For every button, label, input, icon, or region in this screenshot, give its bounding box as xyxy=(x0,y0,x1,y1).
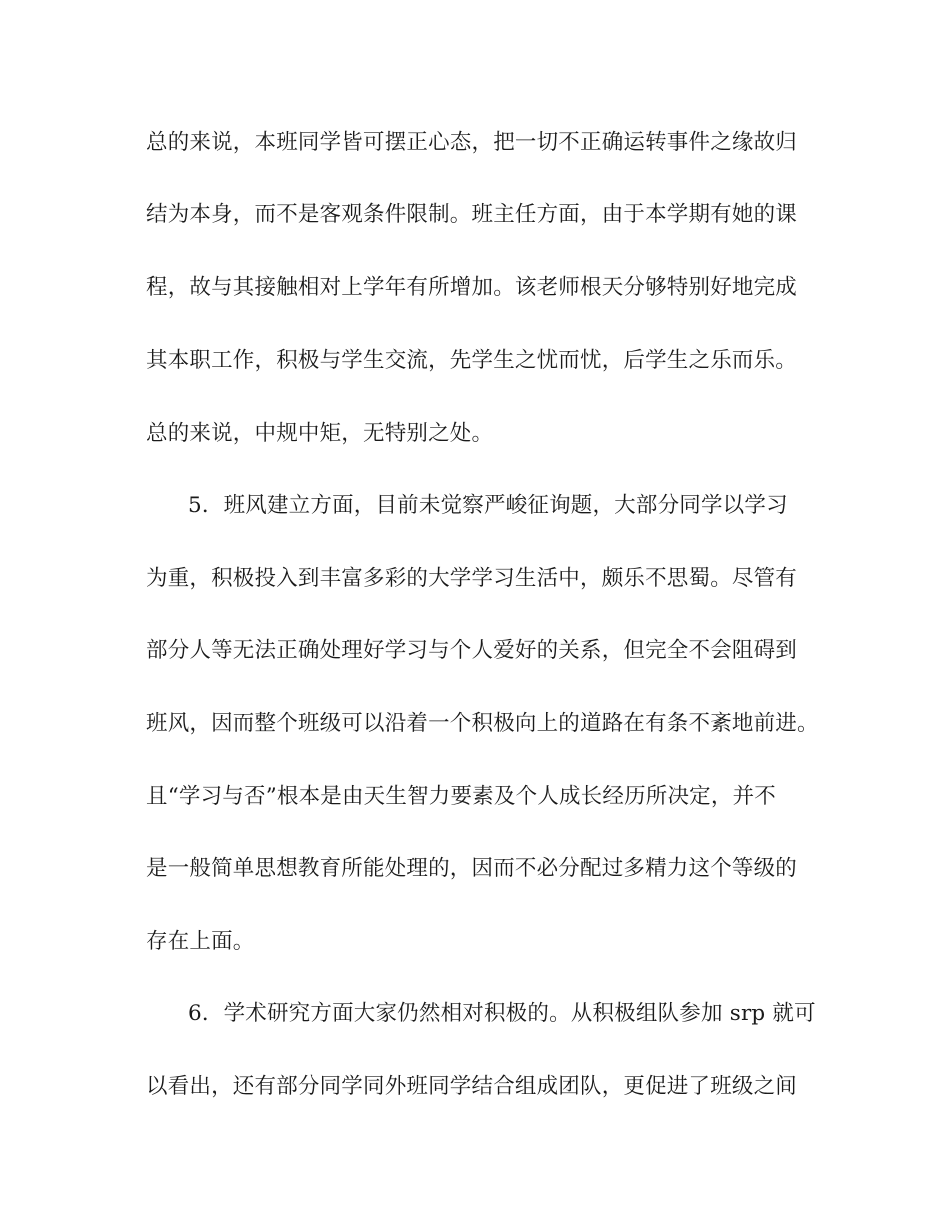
paragraph-line: 存在上面。 xyxy=(146,929,255,954)
paragraph-line: 以看出，还有部分同学同外班同学结合组成团队，更促进了班级之间 xyxy=(146,1074,798,1099)
paragraph-line: 结为本身，而不是客观条件限制。班主任方面，由于本学期有她的课 xyxy=(146,202,798,227)
paragraph-line: 程，故与其接触相对上学年有所增加。该老师根天分够特别好地完成 xyxy=(146,275,798,300)
paragraph-line: 总的来说，本班同学皆可摆正心态，把一切不正确运转事件之缘故归 xyxy=(146,130,798,155)
paragraph-line: 其本职工作，积极与学生交流，先学生之忧而忧，后学生之乐而乐。 xyxy=(146,348,798,373)
paragraph-line-item-5: 5．班风建立方面，目前未觉察严峻征询题，大部分同学以学习 xyxy=(188,493,788,518)
paragraph-line: 为重，积极投入到丰富多彩的大学学习生活中，颇乐不思蜀。尽管有 xyxy=(146,566,798,591)
paragraph-line: 是一般简单思想教育所能处理的，因而不必分配过多精力这个等级的 xyxy=(146,856,798,881)
paragraph-line: 班风，因而整个班级可以沿着一个积极向上的道路在有条不紊地前进。 xyxy=(146,711,819,736)
paragraph-line-item-6: 6．学术研究方面大家仍然相对积极的。从积极组队参加 srp 就可 xyxy=(188,1001,816,1026)
paragraph-line: 且“学习与否”根本是由天生智力要素及个人成长经历所决定，并不 xyxy=(146,784,776,809)
paragraph-line: 总的来说，中规中矩，无特别之处。 xyxy=(146,421,494,446)
paragraph-line: 部分人等无法正确处理好学习与个人爱好的关系，但完全不会阻碍到 xyxy=(146,638,798,663)
